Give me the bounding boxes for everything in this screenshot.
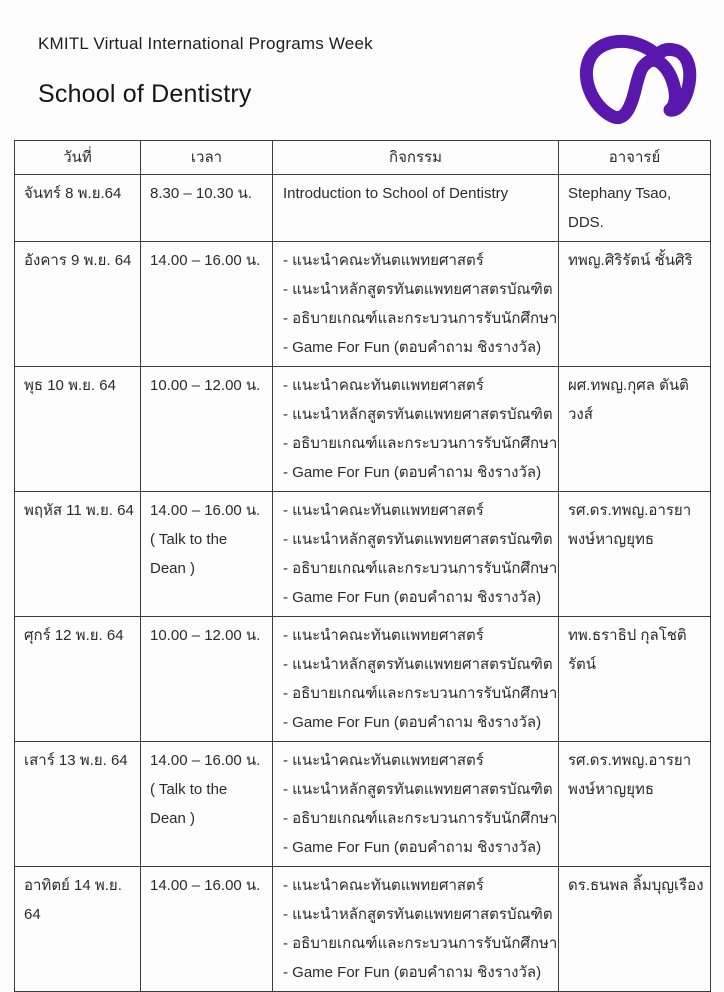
- date-cell: พฤหัส 11 พ.ย. 64: [15, 492, 141, 617]
- activity-line: Introduction to School of Dentistry: [283, 185, 509, 202]
- activity-line: - Game For Fun (ตอบคำถาม ชิงรางวัล): [283, 589, 542, 606]
- time-cell: [141, 175, 273, 242]
- instructor-cell: Stephany Tsao, DDS.: [559, 175, 711, 242]
- activity-line: - แนะนำคณะทันตแพทยศาสตร์: [283, 377, 484, 394]
- time-line: Dean ): [150, 810, 196, 827]
- activity-line: - แนะนำหลักสูตรทันตแพทยศาสตรบัณฑิต: [283, 906, 553, 923]
- time-line: ( Talk to the: [150, 781, 228, 798]
- col-header-activity: กิจกรรม: [273, 141, 559, 175]
- activity-line: - Game For Fun (ตอบคำถาม ชิงรางวัล): [283, 464, 542, 481]
- time-line: 10.00 – 12.00 น.: [150, 377, 261, 394]
- time-cell: [141, 867, 273, 992]
- activity-line: - แนะนำหลักสูตรทันตแพทยศาสตรบัณฑิต: [283, 281, 553, 298]
- page-title: School of Dentistry: [38, 80, 252, 108]
- activity-cell: [273, 492, 559, 617]
- activity-cell: [273, 367, 559, 492]
- time-cell: [141, 742, 273, 867]
- table-row: [15, 492, 711, 617]
- instructor-cell: รศ.ดร.ทพญ.อารยา พงษ์หาญยุทธ: [559, 492, 711, 617]
- table-row: [15, 617, 711, 742]
- activity-line: - อธิบายเกณฑ์และกระบวนการรับนักศึกษา: [283, 685, 558, 702]
- activity-line: - Game For Fun (ตอบคำถาม ชิงรางวัล): [283, 714, 542, 731]
- time-line: Dean ): [150, 560, 196, 577]
- activity-line: - อธิบายเกณฑ์และกระบวนการรับนักศึกษา: [283, 935, 558, 952]
- activity-line: - แนะนำคณะทันตแพทยศาสตร์: [283, 877, 484, 894]
- instructor-cell: ผศ.ทพญ.กุศล ตันติวงส์: [559, 367, 711, 492]
- activity-line: - แนะนำหลักสูตรทันตแพทยศาสตรบัณฑิต: [283, 656, 553, 673]
- activity-line: - แนะนำหลักสูตรทันตแพทยศาสตรบัณฑิต: [283, 781, 553, 798]
- table-row: [15, 742, 711, 867]
- page-header: [38, 34, 373, 109]
- time-line: 14.00 – 16.00 น.: [150, 752, 261, 769]
- table-header-row: [15, 141, 711, 175]
- col-header-date: วันที่: [15, 141, 141, 175]
- activity-cell: [273, 617, 559, 742]
- activity-line: - อธิบายเกณฑ์และกระบวนการรับนักศึกษา: [283, 310, 558, 327]
- time-line: 14.00 – 16.00 น.: [150, 502, 261, 519]
- activity-line: - แนะนำคณะทันตแพทยศาสตร์: [283, 627, 484, 644]
- activity-line: - Game For Fun (ตอบคำถาม ชิงรางวัล): [283, 339, 542, 356]
- activity-line: - อธิบายเกณฑ์และกระบวนการรับนักศึกษา: [283, 435, 558, 452]
- time-cell: [141, 242, 273, 367]
- table-row: [15, 175, 711, 242]
- time-line: 14.00 – 16.00 น.: [150, 252, 261, 269]
- table-row: [15, 367, 711, 492]
- activity-cell: [273, 867, 559, 992]
- time-cell: [141, 617, 273, 742]
- activity-line: - Game For Fun (ตอบคำถาม ชิงรางวัล): [283, 964, 542, 981]
- activity-line: - แนะนำหลักสูตรทันตแพทยศาสตรบัณฑิต: [283, 406, 553, 423]
- time-cell: [141, 492, 273, 617]
- date-cell: อังคาร 9 พ.ย. 64: [15, 242, 141, 367]
- activity-line: - อธิบายเกณฑ์และกระบวนการรับนักศึกษา: [283, 560, 558, 577]
- date-cell: พุธ 10 พ.ย. 64: [15, 367, 141, 492]
- activity-line: - แนะนำหลักสูตรทันตแพทยศาสตรบัณฑิต: [283, 531, 553, 548]
- time-line: 8.30 – 10.30 น.: [150, 185, 252, 202]
- time-cell: [141, 367, 273, 492]
- activity-line: - แนะนำคณะทันตแพทยศาสตร์: [283, 752, 484, 769]
- col-header-time: เวลา: [141, 141, 273, 175]
- event-title: KMITL Virtual International Programs Week: [38, 34, 373, 53]
- date-cell: จันทร์ 8 พ.ย.64: [15, 175, 141, 242]
- activity-line: - Game For Fun (ตอบคำถาม ชิงรางวัล): [283, 839, 542, 856]
- date-cell: อาทิตย์ 14 พ.ย. 64: [15, 867, 141, 992]
- instructor-cell: รศ.ดร.ทพญ.อารยา พงษ์หาญยุทธ: [559, 742, 711, 867]
- instructor-cell: ทพญ.ศิริรัตน์ ชั้นศิริ: [559, 242, 711, 367]
- schedule-table: [14, 140, 711, 992]
- activity-cell: [273, 742, 559, 867]
- time-line: 14.00 – 16.00 น.: [150, 877, 261, 894]
- instructor-cell: ดร.ธนพล ลิ้มบุญเรือง: [559, 867, 711, 992]
- table-row: [15, 242, 711, 367]
- time-line: 10.00 – 12.00 น.: [150, 627, 261, 644]
- activity-cell: [273, 175, 559, 242]
- instructor-cell: ทพ.ธราธิป กุลโชติรัตน์: [559, 617, 711, 742]
- date-cell: เสาร์ 13 พ.ย. 64: [15, 742, 141, 867]
- col-header-instructor: อาจารย์: [559, 141, 711, 175]
- activity-line: - แนะนำคณะทันตแพทยศาสตร์: [283, 252, 484, 269]
- tooth-logo-icon: [563, 26, 715, 126]
- time-line: ( Talk to the: [150, 531, 228, 548]
- activity-line: - อธิบายเกณฑ์และกระบวนการรับนักศึกษา: [283, 810, 558, 827]
- activity-line: - แนะนำคณะทันตแพทยศาสตร์: [283, 502, 484, 519]
- activity-cell: [273, 242, 559, 367]
- table-row: [15, 867, 711, 992]
- date-cell: ศุกร์ 12 พ.ย. 64: [15, 617, 141, 742]
